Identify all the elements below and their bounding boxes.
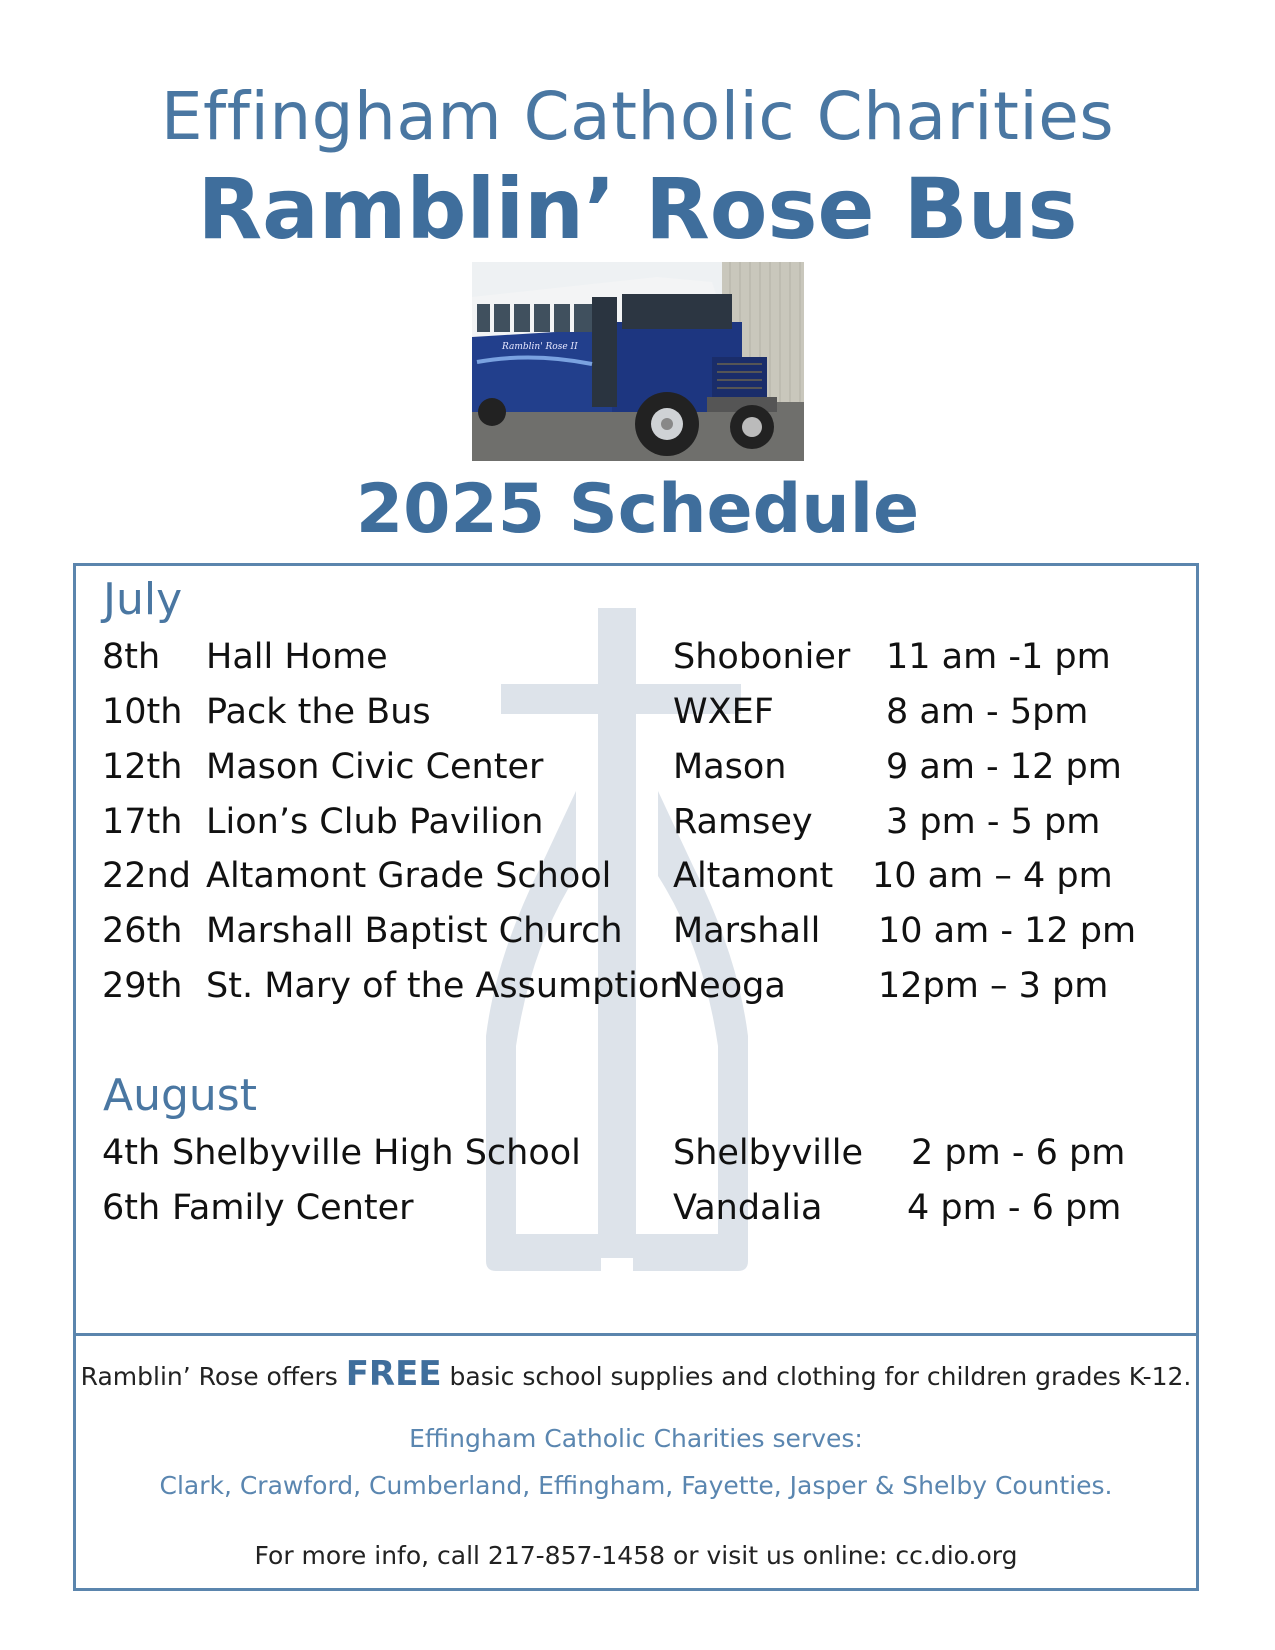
event-town: Marshall [673, 911, 821, 951]
page-title: Ramblin’ Rose Bus [197, 160, 1078, 258]
offer-text-pre: Ramblin’ Rose offers [80, 1362, 346, 1391]
event-venue: Mason Civic Center [206, 747, 544, 787]
event-town: Mason [673, 747, 787, 787]
event-venue: Family Center [172, 1188, 414, 1228]
event-town: Neoga [673, 966, 786, 1006]
schedule-row [76, 1133, 1199, 1183]
event-time: 12pm – 3 pm [878, 966, 1109, 1006]
event-date: 29th [102, 966, 183, 1006]
event-venue: St. Mary of the Assumption [206, 966, 682, 1006]
event-town: Shelbyville [673, 1133, 864, 1173]
event-venue: Hall Home [206, 637, 388, 677]
event-time: 10 am - 12 pm [878, 911, 1137, 951]
counties-list: Clark, Crawford, Cumberland, Effingham, Fayette, Jasper & Shelby Counties. [159, 1471, 1113, 1500]
event-town: Altamont [673, 856, 834, 896]
event-date: 17th [102, 802, 183, 842]
event-date: 8th [102, 637, 161, 677]
event-date: 22nd [102, 856, 191, 896]
schedule-row [76, 911, 1199, 961]
event-venue: Shelbyville High School [172, 1133, 581, 1173]
event-time: 9 am - 12 pm [886, 747, 1122, 787]
event-venue: Marshall Baptist Church [206, 911, 623, 951]
event-town: WXEF [673, 692, 774, 732]
event-date: 26th [102, 911, 183, 951]
event-time: 4 pm - 6 pm [907, 1188, 1122, 1228]
serves-heading: Effingham Catholic Charities serves: [409, 1424, 863, 1453]
event-date: 4th [102, 1133, 161, 1173]
org-title: Effingham Catholic Charities [160, 78, 1115, 155]
event-date: 10th [102, 692, 183, 732]
event-time: 8 am - 5pm [886, 692, 1089, 732]
schedule-row [76, 966, 1199, 1016]
bus-side-lettering: Ramblin' Rose II [502, 342, 578, 352]
event-town: Shobonier [673, 637, 851, 677]
event-date: 6th [102, 1188, 161, 1228]
event-venue: Altamont Grade School [206, 856, 612, 896]
event-venue: Lion’s Club Pavilion [206, 802, 544, 842]
bus-photo [472, 262, 804, 461]
event-date: 12th [102, 747, 183, 787]
contact-info: For more info, call 217-857-1458 or visit us online: cc.dio.org [254, 1541, 1018, 1570]
month-heading-july: July [103, 574, 183, 625]
schedule-box [73, 563, 1199, 1333]
event-town: Ramsey [673, 802, 813, 842]
event-venue: Pack the Bus [206, 692, 431, 732]
month-heading-august: August [103, 1070, 257, 1121]
schedule-row [76, 747, 1199, 797]
event-time: 3 pm - 5 pm [886, 802, 1101, 842]
event-time: 11 am -1 pm [886, 637, 1111, 677]
schedule-row [76, 637, 1199, 687]
event-time: 2 pm - 6 pm [911, 1133, 1126, 1173]
offer-text-post: basic school supplies and clothing for children grades K-12. [441, 1362, 1192, 1391]
schedule-row [76, 692, 1199, 742]
schedule-row [76, 856, 1199, 906]
offer-free: FREE [345, 1354, 442, 1394]
schedule-row [76, 1188, 1199, 1238]
offer-line [76, 1354, 1196, 1394]
event-town: Vandalia [673, 1188, 823, 1228]
schedule-title: 2025 Schedule [355, 470, 920, 549]
schedule-row [76, 802, 1199, 852]
event-time: 10 am – 4 pm [872, 856, 1113, 896]
footer-box [73, 1333, 1199, 1591]
